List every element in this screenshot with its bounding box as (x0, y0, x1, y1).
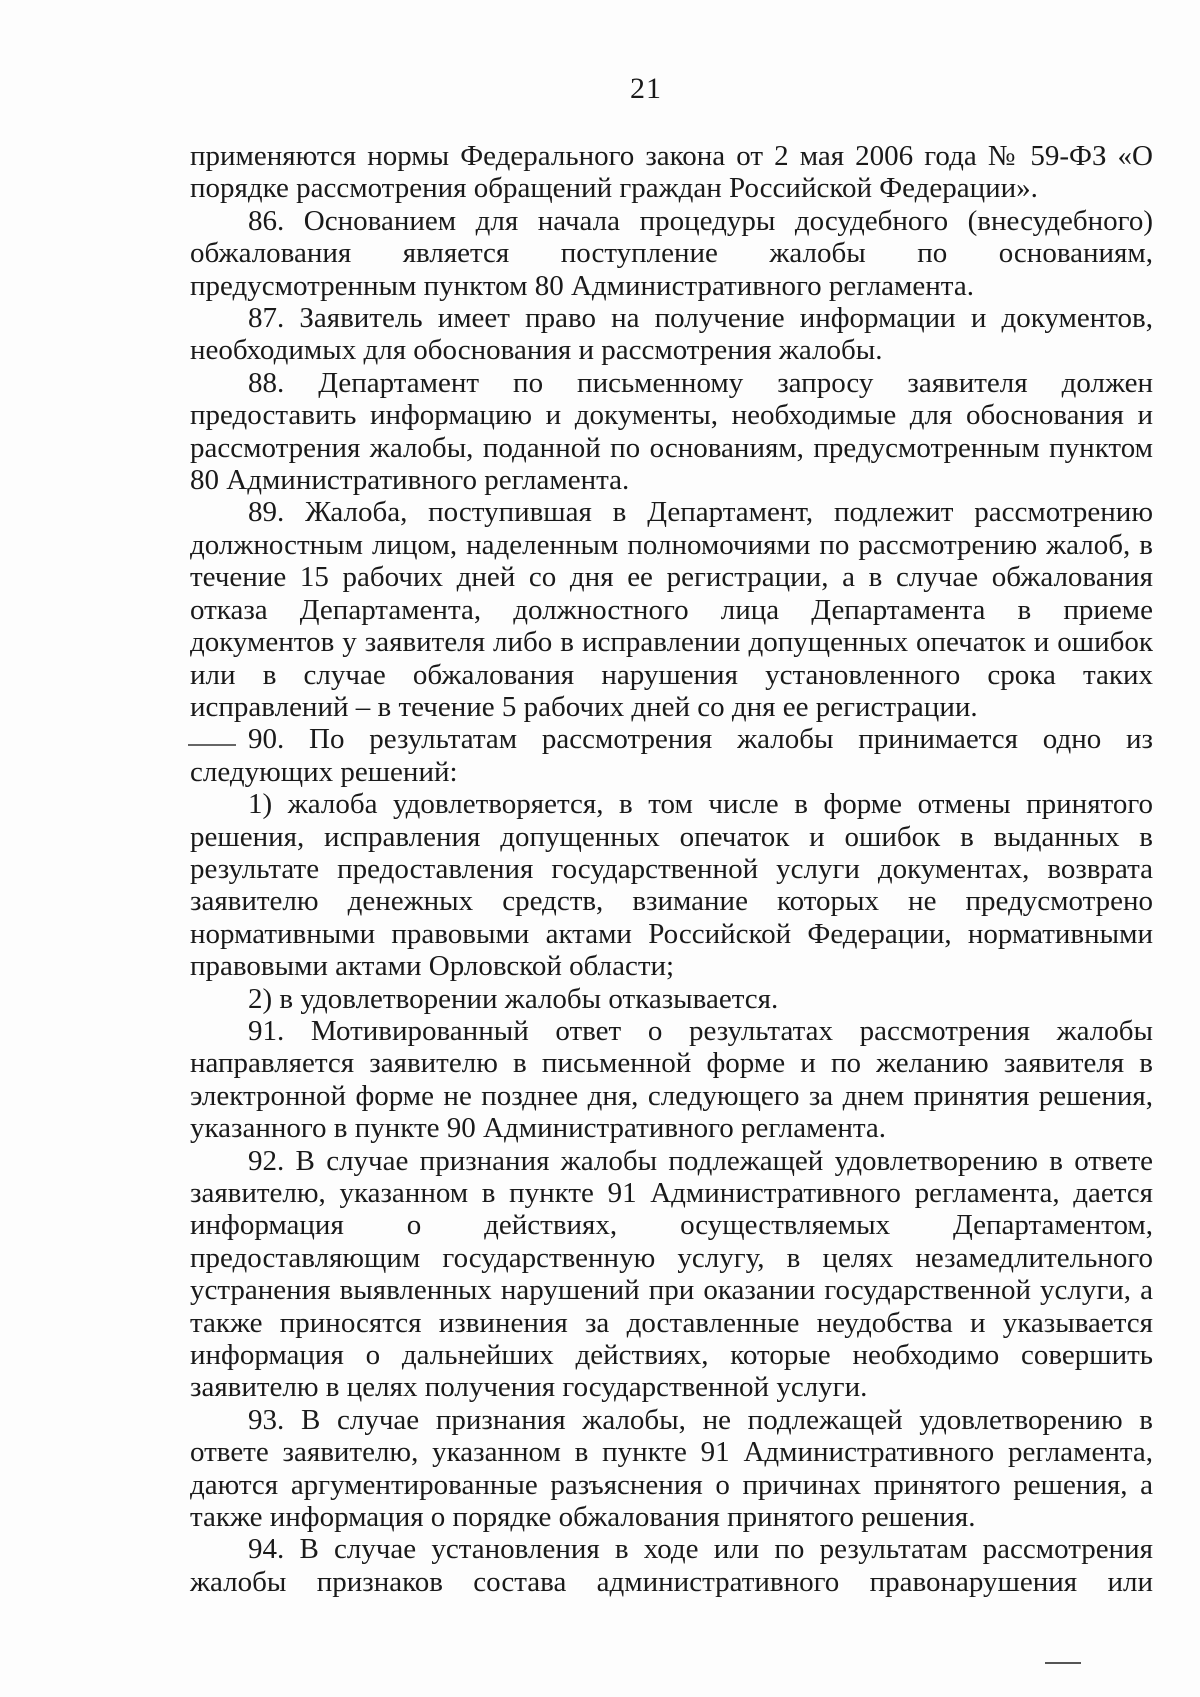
paragraph-86: 86. Основанием для начала процедуры досудебного (внесудебного) обжалования является поступление жалобы по основаниям, предусмотренным пунктом 80 Административного регламента. (190, 204, 1153, 302)
paragraph-92: 92. В случае признания жалобы подлежащей удовлетворению в ответе заявителю, указанном в пункте 91 Административного регламента, дается информация о действиях, осуществляемых Департаментом, предоставляющим государственную услугу, в целях незамедлительного устранения выявленных нарушений при оказании государственной услуги, а также приносятся извинения за доставленные неудобства и указывается информация о дальнейших действиях, которые необходимо совершить заявителю в целях получения государственной услуги. (190, 1144, 1153, 1404)
paragraph-90: 90. По результатам рассмотрения жалобы принимается одно из следующих решений: (190, 723, 1153, 788)
continuation-mark (1045, 1662, 1081, 1664)
document-body (190, 140, 1153, 1598)
paragraph-90-item-1: 1) жалоба удовлетворяется, в том числе в форме отмены принятого решения, исправления допущенных опечаток и ошибок в выданных в результате предоставления государственной услуги документах, возврата заявителю денежных средств, взимание которых не предусмотрено нормативными правовыми актами Российской Федерации, нормативными правовыми актами Орловской области; (190, 788, 1153, 983)
paragraph-90-item-2: 2) в удовлетворении жалобы отказывается. (248, 982, 779, 1015)
paragraph-94: 94. В случае установления в ходе или по результатам рассмотрения жалобы признаков состава административного правонарушения или (190, 1533, 1153, 1598)
paragraph-88: 88. Департамент по письменному запросу заявителя должен предоставить информацию и документы, необходимые для обоснования и рассмотрения жалобы, поданной по основаниям, предусмотренным пунктом 80 Административного регламента. (190, 366, 1153, 497)
paragraph-89: 89. Жалоба, поступившая в Департамент, подлежит рассмотрению должностным лицом, наделенным полномочиями по рассмотрению жалоб, в течение 15 рабочих дней со дня ее регистрации, а в случае обжалования отказа Департамента, должностного лица Департамента в приеме документов у заявителя либо в исправлении допущенных опечаток и ошибок или в случае обжалования нарушения установленного срока таких исправлений – в течение 5 рабочих дней со дня ее регистрации. (190, 496, 1153, 723)
paragraph-87: 87. Заявитель имеет право на получение информации и документов, необходимых для обоснования и рассмотрения жалобы. (190, 302, 1153, 367)
paragraph-91: 91. Мотивированный ответ о результатах рассмотрения жалобы направляется заявителю в письменной форме и по желанию заявителя в электронной форме не позднее дня, следующего за днем принятия решения, указанного в пункте 90 Административного регламента. (190, 1014, 1153, 1145)
page-number: 21 (630, 72, 662, 105)
paragraph-continuation: применяются нормы Федерального закона от 2 мая 2006 года № 59-ФЗ «О порядке рассмотрения обращений граждан Российской Федерации». (190, 140, 1153, 205)
paragraph-93: 93. В случае признания жалобы, не подлежащей удовлетворению в ответе заявителю, указанном в пункте 91 Административного регламента, даются аргументированные разъяснения о причинах принятого решения, а также информация о порядке обжалования принятого решения. (190, 1403, 1153, 1534)
